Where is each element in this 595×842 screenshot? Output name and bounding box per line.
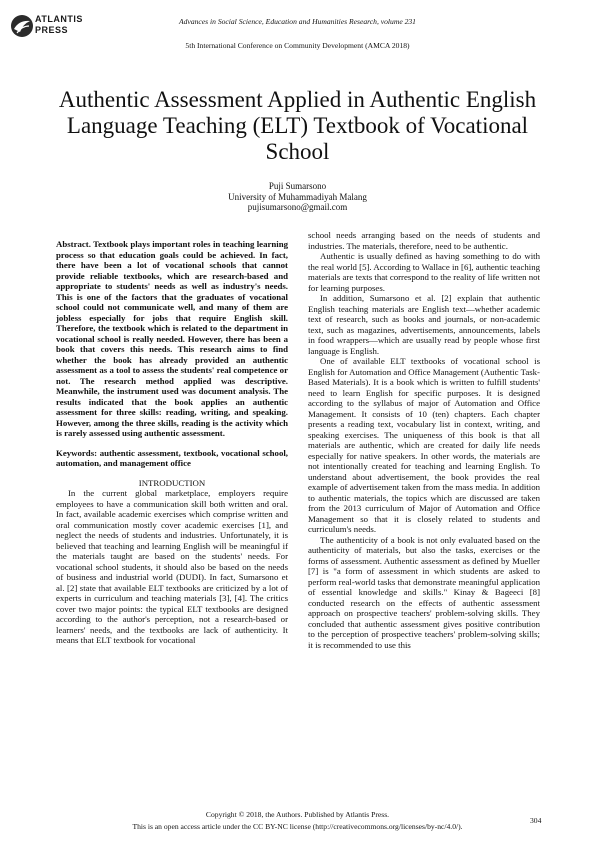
author-name: Puji Sumarsono bbox=[268, 181, 327, 191]
page-number: 304 bbox=[530, 816, 542, 825]
running-header-conference: 5th International Conference on Community Development (AMCA 2018) bbox=[185, 41, 410, 50]
logo-line-1: ATLANTIS bbox=[35, 14, 83, 24]
author-affiliation: University of Muhammadiyah Malang bbox=[228, 191, 367, 202]
footer-copyright: Copyright © 2018, the Authors. Published by Atlantis Press. bbox=[205, 810, 390, 819]
body-paragraph: One of available ELT textbooks of vocational school is English for Automation and Office Management (Authentic Task-Based Materials). It is a book which is written to fulfill students' need to learn English for specific purposes. It is designed according to the syllabus of major of Automation and Office Management. It consists of 10 (ten) chapters. Each chapter presents a reading text, vocabulary list in context, writing, and speaking exercises. The uniqueness of this book is that all materials are authentic, which are created for daily life needs especially for native speakers. In other words, the materials are not intentionally created for teaching and learning English. To understand about advertisement, the book provides the real example of advertisement taken from the mass media. In addition to authentic materials, the topics which are discussed are taken from the 2013 curriculum of Major of Automation and Office Management so that it is closely related to students and curriculum's needs. bbox=[308, 356, 540, 534]
left-column bbox=[56, 230, 288, 646]
right-column bbox=[308, 230, 540, 650]
keywords: Keywords: authentic assessment, textbook, vocational school, automation, and management office bbox=[56, 447, 288, 468]
section-heading-introduction: INTRODUCTION bbox=[138, 477, 206, 488]
abstract: Abstract. Textbook plays important roles in teaching learning process so that education goals could be achieved. In fact, there have been a lot of vocational schools that cannot provide reliable textbooks, which are research-based and appropriate to students' needs as well as industry's needs. This is one of the factors that the graduates of vocational school could not communicate well, and many of them are jobless especially for jobs that require English skill. Therefore, the textbook which is related to the department in vocational school is really needed. However, there has been a book that covers this needs. This research aims to find whether the book has already provided an authentic assessment as a tool to assess the students' real competence or not. The research method applied was descriptive. Meanwhile, the instrument used was document analysis. The results indicated that the book applies an authentic assessment for three skills: reading, writing, and speaking. However, among the three skills, reading is the activity which is rarely assessed using authentic assessment. bbox=[56, 239, 288, 438]
footer-license[interactable]: This is an open access article under the CC BY-NC license (http://creativecommons.org/licenses/by-nc/4.0/). bbox=[132, 822, 463, 831]
author-block bbox=[0, 181, 595, 213]
body-paragraph: In addition, Sumarsono et al. [2] explain that authentic English teaching materials are English text—whether academic text of research, such as books and journals, or non-academic text, such as magazines, advertisements, announcements, labels in food wrappers—which are usually read by people whose first language is English. bbox=[308, 293, 540, 356]
running-header-series: Advances in Social Science, Education and Humanities Research, volume 231 bbox=[179, 17, 416, 26]
body-paragraph: The authenticity of a book is not only evaluated based on the authenticity of materials, but also the tasks, exercises or the forms of assessment. Authentic assessment as defined by Mueller [7] is "a form of assessment in which students are asked to perform real-world tasks that demonstrate meaningful application of essential knowledge and skills." Kinay & Bageeci [8] conducted research on the effects of authentic assessment approach on prospective teachers' problem-solving skills. They concluded that authentic assessment gives positive contribution to the perception of prospective teachers' problem-solving skills; it is recommended to use this bbox=[308, 534, 540, 650]
intro-paragraph: In the current global marketplace, employers require employees to have a communication skill both written and oral. In fact, available academic exercises which comprise written and oral communication mostly cover academic exercises [1], and neglect the needs of students and industries. Unfortunately, it is believed that teaching and learning English will be meaningful if the materials taught are based on the students' needs. For vocational school students, it should also be based on the needs of business and industrial world (DUDI). In fact, Sumarsono et al. [2] state that available ELT textbooks are criticized by a lot of experts in curriculum and teaching materials [3], [4]. The critics cover two major points: the typical ELT textbooks are designed according to the author's perception, not a research-based or learners' needs, and the textbooks are lack of authenticity. It means that ELT textbook for vocational bbox=[56, 488, 288, 645]
body-paragraph: Authentic is usually defined as having something to do with the real world [5]. According to Wallace in [6], authentic teaching materials are texts that correspond to the reality of life written not for learning purposes. bbox=[308, 251, 540, 293]
paper-title: Authentic Assessment Applied in Authentic English Language Teaching (ELT) Textbook of Vocational School bbox=[58, 87, 537, 164]
body-paragraph: school needs arranging based on the needs of students and industries. The materials, therefore, need to be authentic. bbox=[308, 230, 540, 251]
logo-line-2: PRESS bbox=[35, 25, 69, 35]
author-email[interactable]: pujisumarsono@gmail.com bbox=[247, 202, 348, 212]
